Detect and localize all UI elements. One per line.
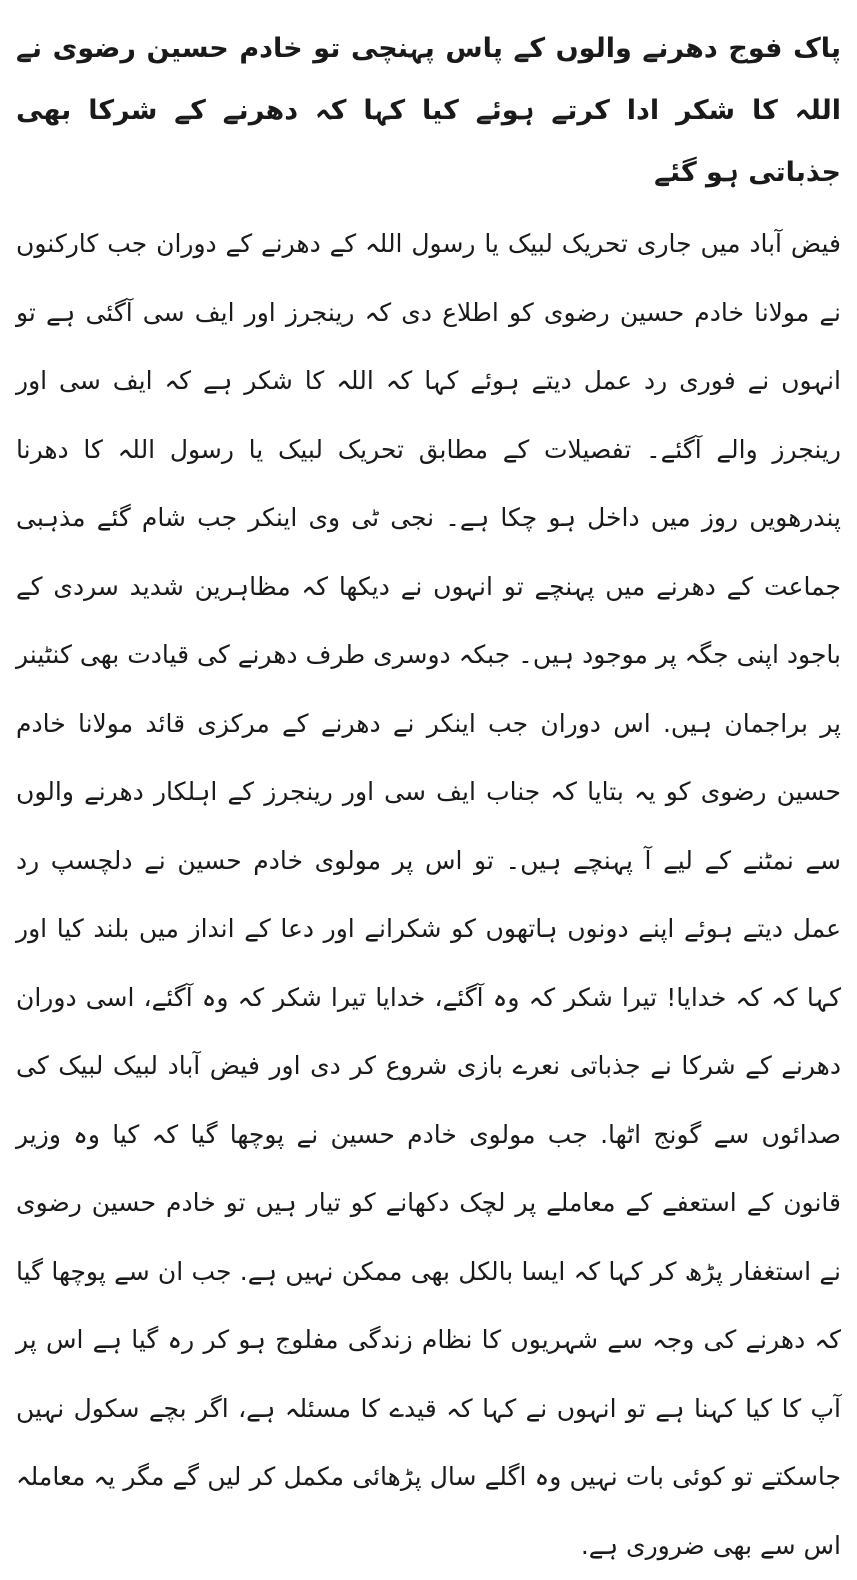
article-headline: پاک فوج دھرنے والوں کے پاس پہنچی تو خادم حسین رضوی نے اللہ کا شکر ادا کرتے ہوئے کیا کہا کہ دھرنے کے شرکا بھی جذباتی ہو گئے	[16, 33, 841, 188]
article-body: فیض آباد میں جاری تحریک لبیک یا رسول اللہ کے دھرنے کے دوران جب کارکنوں نے مولانا خادم حسین رضوی کو اطلاع دی کہ رینجرز اور ایف سی آگئی ہے تو انہوں نے فوری رد عمل دیتے ہوئے کہا کہ اللہ کا شکر ہے کہ ایف سی اور رینجرز والے آگئے۔ تفصیلات کے مطابق تحریک لبیک یا رسول اللہ کا دھرنا پندرھویں روز میں داخل ہو چکا ہے۔ نجی ٹی وی اینکر جب شام گئے مذہبی جماعت کے دھرنے میں پہنچے تو انہوں نے دیکھا کہ مظاہرین شدید سردی کے باجود اپنی جگہ پر موجود ہیں۔ جبکہ دوسری طرف دھرنے کی قیادت بھی کنٹینر پر براجمان ہیں. اس دوران جب اینکر نے دھرنے کے مرکزی قائد مولانا خادم حسین رضوی کو یہ بتایا کہ جناب ایف سی اور رینجرز کے اہلکار دھرنے والوں سے نمٹنے کے لیے آ پہنچے ہیں۔ تو اس پر مولوی خادم حسین نے دلچسپ رد عمل دیتے ہوئے اپنے دونوں ہاتھوں کو شکرانے اور دعا کے انداز میں بلند کیا اور کہا کہ کہ خدایا! تیرا شکر کہ وہ آگئے، خدایا تیرا شکر کہ وہ آگئے، اسی دوران دھرنے کے شرکا نے جذباتی نعرے بازی شروع کر دی اور فیض آباد لبیک لبیک کی صدائوں سے گونج اٹھا. جب مولوی خادم حسین نے پوچھا گیا کہ کیا وہ وزیر قانون کے استعفے کے معاملے پر لچک دکھانے کو تیار ہیں تو خادم حسین رضوی نے استغفار پڑھ کر کہا کہ ایسا بالکل بھی ممکن نہیں ہے. جب ان سے پوچھا گیا کہ دھرنے کی وجہ سے شہریوں کا نظام زندگی مفلوج ہو کر رہ گیا ہے اس پر آپ کا کیا کہنا ہے تو انہوں نے کہا کہ قیدے کا مسئلہ ہے، اگر بچے سکول نہیں جاسکتے تو کوئی بات نہیں وہ اگلے سال پڑھائی مکمل کر لیں گے مگر یہ معاملہ اس سے بھی ضروری ہے.	[16, 229, 841, 1560]
